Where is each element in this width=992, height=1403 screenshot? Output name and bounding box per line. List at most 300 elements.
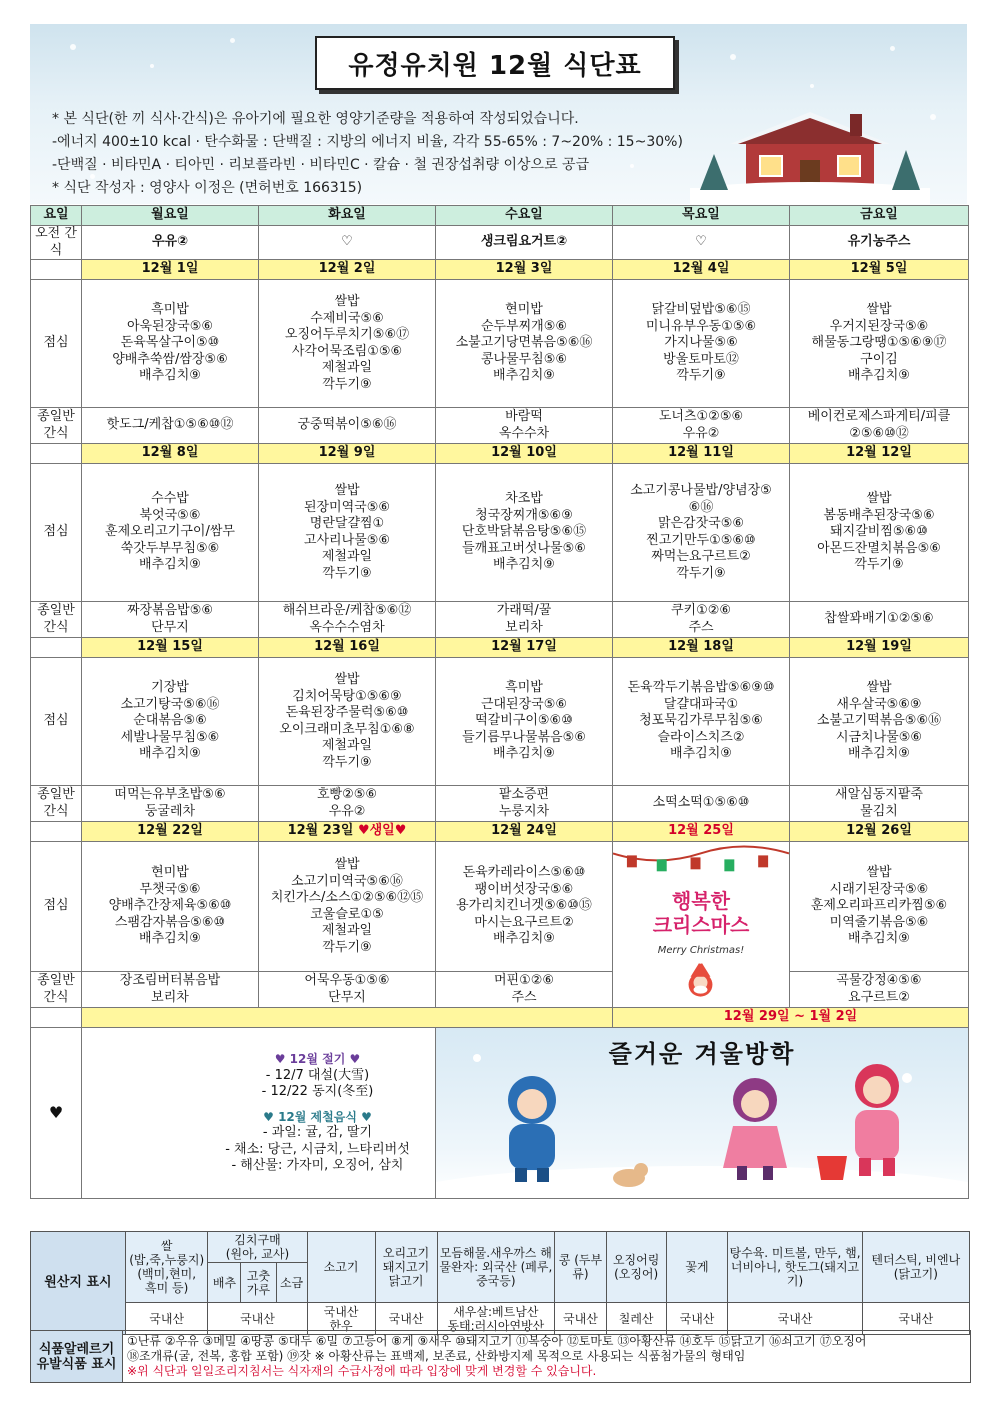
lunch-cell — [613, 658, 790, 786]
lunch-line: 흑미밥 — [151, 302, 189, 318]
date-text: 12월 16일 — [314, 639, 380, 655]
lunch-line: 명란달걀찜① — [309, 516, 385, 531]
date-cell — [436, 822, 613, 842]
lunch-line: 차조밥 — [505, 491, 543, 507]
lunch-line: 짜먹는요구르트② — [651, 549, 751, 564]
date-cell — [259, 822, 436, 842]
date-cell — [259, 444, 436, 464]
allergy-text — [123, 1331, 971, 1383]
origin-kimchi-cabbage: 배추 — [208, 1263, 241, 1303]
lunch-line: 맑은감잣국⑤⑥ — [657, 516, 745, 531]
seasonal-food-item: - 채소: 당근, 시금치, 느타리버섯 — [225, 1141, 410, 1157]
snack-line: 곡물강정④⑤⑥ — [836, 973, 922, 988]
lunch-line: 사각어묵조림①⑤⑥ — [291, 343, 403, 359]
origin-value-squid: 칠레산 — [606, 1303, 666, 1335]
date-cell — [613, 638, 790, 658]
date-text: 12월 8일 — [141, 445, 199, 461]
morning-snack-item: 유기농주스 — [790, 226, 969, 260]
date-text: 12월 11일 — [668, 445, 734, 461]
lunch-line: 배추김치⑨ — [848, 368, 910, 384]
afternoon-snack-label: 종일반 간식 — [31, 602, 82, 638]
lunch-line: 제철과일 — [321, 360, 373, 375]
origin-rice-sub2: (백미,현미, — [137, 1267, 197, 1281]
lunch-line: 고사리나물⑤⑥ — [303, 532, 391, 548]
lunch-line: 수제비국⑤⑥ — [310, 310, 384, 326]
lunch-line: 소고기콩나물밥/양념장⑤ — [630, 483, 772, 498]
date-cell — [613, 444, 790, 464]
day-header: 금요일 — [790, 206, 969, 226]
lunch-line: 배추김치⑨ — [493, 557, 555, 573]
lunch-line: 쌀밥 — [866, 491, 892, 507]
lunch-line: 아몬드잔멸치볶음⑤⑥ — [817, 540, 941, 556]
seasonal-food-item: - 과일: 귤, 감, 딸기 — [262, 1125, 373, 1141]
lunch-line: 깍두기⑨ — [322, 565, 372, 581]
lunch-line: 들기름무나물볶음⑤⑥ — [462, 729, 586, 745]
morning-snack-label: 오전 간식 — [31, 226, 82, 260]
date-row-spacer — [31, 260, 82, 280]
snack-line: 쿠키①②⑥ — [670, 603, 732, 618]
date-cell — [82, 444, 259, 464]
christmas-cell — [613, 842, 790, 1008]
lunch-cell — [436, 464, 613, 602]
lunch-cell — [436, 658, 613, 786]
day-header: 수요일 — [436, 206, 613, 226]
origin-value-seafood-2: 동태:러시아연방산 — [447, 1318, 545, 1333]
snack-line: 새알심동지팥죽 — [835, 787, 923, 802]
date-cell — [613, 260, 790, 280]
snack-line: 소떡소떡①⑤⑥⑩ — [652, 795, 750, 811]
lunch-line: 깍두기⑨ — [854, 557, 904, 573]
date-text: 12월 15일 — [137, 639, 203, 655]
lunch-line: 배추김치⑨ — [139, 746, 201, 762]
date-text: 12월 1일 — [141, 261, 199, 277]
afternoon-snack-cell — [259, 408, 436, 444]
lunch-line: 스팸감자볶음⑤⑥⑩ — [114, 914, 226, 930]
snack-line: 우유② — [682, 425, 720, 441]
date-cell — [82, 260, 259, 280]
origin-kimchi-salt: 소금 — [276, 1263, 307, 1303]
lunch-cell — [259, 464, 436, 602]
seasonal-food-title: ♥ 12월 제철음식 ♥ — [263, 1109, 372, 1124]
date-cell — [82, 822, 259, 842]
snack-line: 베이컨로제스파게티/피클 — [807, 409, 951, 424]
lunch-cell — [790, 280, 969, 408]
lunch-cell — [613, 464, 790, 602]
lunch-line: 청국장찌개⑤⑥⑨ — [475, 507, 573, 523]
lunch-line: 흑미밥 — [505, 680, 543, 696]
snack-line: 옥수수차 — [498, 425, 550, 441]
origin-header-squid: 오징어링 (오징어) — [606, 1232, 666, 1303]
lunch-line: 수수밥 — [151, 491, 189, 507]
afternoon-snack-cell — [259, 786, 436, 822]
snack-line: 짜장볶음밥⑤⑥ — [126, 603, 214, 618]
origin-rice-sub: (밥,죽,누룽지) — [129, 1253, 205, 1267]
origin-value-crab: 국내산 — [666, 1303, 728, 1335]
afternoon-snack-cell — [82, 972, 259, 1008]
afternoon-snack-cell — [613, 602, 790, 638]
snack-line: 호빵②⑤⑥ — [316, 787, 378, 802]
date-text: 12월 22일 — [137, 823, 203, 839]
snack-line: 궁중떡볶이⑤⑥⑯ — [297, 417, 397, 433]
lunch-line: 깍두기⑨ — [676, 565, 726, 581]
date-text: 12월 12일 — [846, 445, 912, 461]
heart-label: ♥ — [31, 1028, 82, 1199]
lunch-line: 가지나물⑤⑥ — [664, 335, 738, 351]
snack-line: 보리차 — [505, 619, 543, 635]
date-cell — [790, 822, 969, 842]
lunch-cell — [82, 842, 259, 972]
morning-snack-item: ♡ — [259, 226, 436, 260]
lunch-line: 떡갈비구이⑤⑥⑩ — [475, 713, 573, 729]
lunch-line: 새우살국⑤⑥⑨ — [836, 696, 922, 712]
lunch-line: 배추김치⑨ — [848, 746, 910, 762]
lunch-line: 순대볶음⑤⑥ — [133, 713, 207, 729]
lunch-line: 구이김 — [860, 351, 898, 367]
date-text: 12월 24일 — [491, 823, 557, 839]
date-cell — [790, 638, 969, 658]
lunch-label: 점심 — [31, 464, 82, 602]
lunch-line: 들깨표고버섯나물⑤⑥ — [462, 540, 586, 556]
allergy-table — [30, 1330, 971, 1383]
date-text: 12월 9일 — [318, 445, 376, 461]
lunch-line: 해물동그랑땡①⑤⑥⑨⑰ — [811, 335, 947, 351]
note-line-2: -에너지 400±10 kcal · 탄수화물 : 단백질 : 지방의 에너지 비율, 각각 55-65% : 7~20% : 15~30%) — [52, 134, 683, 150]
date-text: 12월 5일 — [850, 261, 908, 277]
lunch-line: 봄동배추된장국⑤⑥ — [823, 507, 935, 523]
snack-line: 누룽지차 — [498, 803, 550, 819]
afternoon-snack-cell — [82, 786, 259, 822]
lunch-label: 점심 — [31, 842, 82, 972]
lunch-line: 돼지갈비찜⑤⑥⑩ — [830, 524, 928, 540]
snack-line: 머핀①②⑥ — [493, 973, 555, 988]
lunch-line: 세발나물무침⑤⑥ — [120, 729, 220, 745]
date-text: 12월 10일 — [491, 445, 557, 461]
lunch-line: 단호박닭볶음탕⑤⑥⑮ — [461, 524, 587, 540]
origin-kimchi-pepper — [241, 1263, 276, 1303]
origin-header-pork: 오리고기 돼지고기 닭고기 — [375, 1232, 437, 1303]
afternoon-snack-cell — [790, 972, 969, 1008]
snack-line: 옥수수수염차 — [309, 619, 385, 635]
lunch-line: 돈육목살구이⑤⑩ — [120, 335, 220, 351]
origin-kimchi-header — [208, 1232, 307, 1263]
note-line-1: * 본 식단(한 끼 식사·간식)은 유아기에 필요한 영양기준량을 적용하여 작성되었습니다. — [52, 111, 579, 127]
snack-line: 핫도그/케찹①⑤⑥⑩⑫ — [106, 417, 234, 433]
afternoon-snack-cell — [790, 786, 969, 822]
snowy-house-icon — [690, 104, 930, 204]
lunch-line: 소고기탕국⑤⑥⑯ — [120, 696, 220, 712]
snack-line: 떠먹는유부초밥⑤⑥ — [114, 787, 226, 802]
morning-snack-item: ♡ — [613, 226, 790, 260]
lunch-line: 깍두기⑨ — [676, 368, 726, 384]
afternoon-snack-cell — [436, 602, 613, 638]
menu-table — [30, 205, 969, 1199]
allergy-warning: ※위 식단과 일일조리지침서는 식자재의 수급사정에 따라 입장에 맞게 변경할 수 있습니다. — [127, 1364, 597, 1378]
date-text: 12월 19일 — [846, 639, 912, 655]
snack-line: 보리차 — [151, 989, 189, 1005]
lunch-cell — [790, 658, 969, 786]
lunch-line: 소불고기떡볶음⑤⑥⑯ — [816, 713, 942, 729]
christmas-illustration — [613, 845, 789, 1005]
date-cell — [259, 638, 436, 658]
lunch-line: 양배추쑥쌈/쌈장⑤⑥ — [112, 351, 228, 367]
snack-line: 단무지 — [328, 989, 366, 1005]
lunch-line: 쌀밥 — [334, 857, 360, 872]
lunch-line: 쌀밥 — [866, 302, 892, 318]
season-info — [82, 1028, 436, 1199]
lunch-line: 제철과일 — [321, 549, 373, 564]
lunch-line: 쌀밥 — [866, 865, 892, 881]
snack-line: 도너츠①②⑤⑥ — [658, 409, 744, 424]
lunch-line: 깍두기⑨ — [322, 939, 372, 955]
date-text: 12월 17일 — [491, 639, 557, 655]
origin-kimchi-pepper-a: 고춧 — [246, 1268, 271, 1283]
lunch-line: 코울슬로①⑤ — [310, 906, 384, 922]
origin-header-seafood: 모듬해물.새우까스 해물완자: 외국산 (페루, 중국등) — [437, 1232, 555, 1303]
origin-value-bean: 국내산 — [555, 1303, 607, 1335]
lunch-line: 배추김치⑨ — [139, 557, 201, 573]
snack-line: 찹쌀꽈배기①②⑤⑥ — [824, 611, 934, 627]
snack-line: 어묵우동①⑤⑥ — [304, 973, 390, 988]
afternoon-snack-cell — [790, 602, 969, 638]
origin-header-processed: 탕수육. 미트볼, 만두, 햄, 너비아니, 핫도그(돼지고기) — [728, 1232, 862, 1303]
origin-header-beef: 소고기 — [307, 1232, 375, 1303]
christmas-line-2: 크리스마스 — [652, 912, 750, 937]
winter-illustration — [436, 1028, 968, 1198]
lunch-line: 배추김치⑨ — [493, 931, 555, 947]
header-banner — [30, 24, 967, 204]
lunch-cell — [259, 280, 436, 408]
afternoon-snack-label: 종일반 간식 — [31, 972, 82, 1008]
lunch-cell — [790, 464, 969, 602]
lunch-line: 시래기된장국⑤⑥ — [829, 881, 929, 897]
lunch-line: 아욱된장국⑤⑥ — [126, 318, 214, 334]
morning-snack-item: 우유② — [82, 226, 259, 260]
snack-line: 둥굴레차 — [144, 803, 196, 819]
lunch-line: 배추김치⑨ — [493, 746, 555, 762]
lunch-cell — [613, 280, 790, 408]
afternoon-snack-cell — [436, 408, 613, 444]
lunch-line: 방울토마토⑫ — [663, 351, 739, 367]
origin-value-kimchi: 국내산 — [208, 1303, 307, 1335]
lunch-line: 청포묵김가루무침⑤⑥ — [639, 713, 763, 729]
date-row-spacer — [31, 638, 82, 658]
lunch-line: 미니유부우동①⑤⑥ — [645, 318, 757, 334]
lunch-line: 우거지된장국⑤⑥ — [829, 318, 929, 334]
snack-line: 요구르트② — [848, 989, 910, 1005]
lunch-line: ⑥⑯ — [688, 499, 714, 515]
origin-value-seafood-1: 새우살:베트남산 — [453, 1304, 539, 1319]
seasonal-food-item: - 해산물: 가자미, 오징어, 삼치 — [231, 1158, 404, 1174]
date-cell — [436, 638, 613, 658]
origin-value-processed: 국내산 — [728, 1303, 862, 1335]
allergy-line-2: ⑱조개류(굴, 전복, 홍합 포함) ⑲잣 ※ 아황산류는 표백제, 보존료, 산화방지제 목적으로 사용되는 식품첨가물의 형태임 — [127, 1349, 746, 1363]
lunch-line: 김치어묵탕①⑤⑥⑨ — [292, 688, 402, 704]
day-header: 목요일 — [613, 206, 790, 226]
lunch-line: 깍두기⑨ — [322, 376, 372, 392]
snack-line: 바람떡 — [505, 409, 543, 424]
lunch-cell — [436, 842, 613, 972]
lunch-cell — [436, 280, 613, 408]
lunch-line: 현미밥 — [505, 302, 543, 318]
lunch-line: 쑥갓두부무침⑤⑥ — [120, 540, 220, 556]
date-cell — [790, 260, 969, 280]
lunch-line: 치킨가스/소스①②⑤⑥⑫⑮ — [270, 890, 424, 905]
season-spacer — [162, 1101, 433, 1109]
lunch-cell — [82, 280, 259, 408]
afternoon-snack-cell — [259, 972, 436, 1008]
afternoon-snack-cell — [436, 972, 613, 1008]
lunch-line: 시금치나물⑤⑥ — [835, 729, 923, 745]
lunch-line: 슬라이스치즈② — [657, 729, 745, 745]
date-text: 12월 25일 — [668, 823, 734, 839]
lunch-line: 마시는요구르트② — [474, 914, 574, 930]
afternoon-snack-cell — [82, 408, 259, 444]
lunch-line: 돈육된장주물럭⑤⑥⑩ — [285, 705, 409, 720]
lunch-cell — [259, 842, 436, 972]
date-row-spacer — [31, 822, 82, 842]
vacation-row-blank — [82, 1008, 613, 1028]
note-line-3: -단백질 · 비타민A · 티아민 · 리보플라빈 · 비타민C · 칼슘 · 철 권장섭취량 이상으로 공급 — [52, 157, 590, 173]
lunch-line: 제철과일 — [321, 738, 373, 753]
date-text: 12월 18일 — [668, 639, 734, 655]
lunch-line: 쌀밥 — [334, 672, 360, 687]
lunch-line: 돈육카레라이스⑤⑥⑩ — [462, 865, 586, 881]
christmas-line-1: 행복한 — [672, 888, 730, 913]
lunch-line: 미역줄기볶음⑤⑥ — [829, 914, 929, 930]
lunch-line: 콩나물무침⑤⑥ — [480, 351, 568, 367]
lunch-line: 닭갈비덮밥⑤⑥⑮ — [651, 302, 751, 318]
origin-rice-title: 쌀 — [160, 1239, 173, 1253]
snack-line: ②⑤⑥⑩⑫ — [849, 425, 909, 441]
origin-kimchi-title: 김치구매 — [234, 1233, 281, 1247]
date-text: 12월 2일 — [318, 261, 376, 277]
lunch-line: 돈육깍두기볶음밥⑤⑥⑨⑩ — [627, 680, 775, 696]
lunch-line: 오징어두루치기⑤⑥⑰ — [284, 327, 410, 342]
lunch-cell — [259, 658, 436, 786]
origin-value-beef-1: 국내산 — [323, 1304, 359, 1319]
birthday-badge: ♥생일♥ — [357, 823, 407, 839]
origin-rice-header — [125, 1232, 208, 1303]
allergy-line-1: ①난류 ②우유 ③메밀 ④땅콩 ⑤대두 ⑥밀 ⑦고등어 ⑧게 ⑨새우 ⑩돼지고기 ⑪복숭아 ⑫토마토 ⑬아황산류 ⑭호두 ⑮닭고기 ⑯쇠고기 ⑰오징어 — [127, 1334, 867, 1348]
lunch-line: 현미밥 — [151, 865, 189, 881]
morning-snack-item: 생크림요거트② — [436, 226, 613, 260]
lunch-label: 점심 — [31, 658, 82, 786]
lunch-line: 쌀밥 — [866, 680, 892, 696]
season-item: - 12/22 동지(冬至) — [261, 1084, 374, 1100]
lunch-line: 배추김치⑨ — [139, 368, 201, 384]
origin-value-chicken: 국내산 — [862, 1303, 969, 1335]
day-header: 월요일 — [82, 206, 259, 226]
date-cell — [790, 444, 969, 464]
lunch-line: 북엇국⑤⑥ — [139, 507, 201, 523]
note-line-4: * 식단 작성자 : 영양사 이정은 (면허번호 166315) — [52, 180, 363, 196]
date-cell — [82, 638, 259, 658]
winter-vacation-banner — [436, 1028, 969, 1199]
origin-value-pork: 국내산 — [375, 1303, 437, 1335]
vacation-dates: 12월 29일 ~ 1월 2일 — [613, 1008, 969, 1028]
lunch-line: 찐고기만두①⑤⑥⑩ — [646, 532, 756, 548]
lunch-line: 소고기미역국⑤⑥⑯ — [291, 873, 403, 889]
lunch-line: 쌀밥 — [334, 483, 360, 498]
page-title: 유정유치원 12월 식단표 — [315, 36, 675, 90]
lunch-line: 배추김치⑨ — [493, 368, 555, 384]
origin-kimchi-pepper-b: 가루 — [246, 1282, 271, 1297]
lunch-line: 된장미역국⑤⑥ — [303, 499, 391, 515]
lunch-cell — [790, 842, 969, 972]
afternoon-snack-cell — [613, 408, 790, 444]
season-title: ♥ 12월 절기 ♥ — [274, 1052, 361, 1067]
origin-header-chicken: 텐더스틱, 비엔나 (닭고기) — [862, 1232, 969, 1303]
lunch-line: 용가리치킨너겟⑤⑥⑩⑮ — [456, 898, 592, 914]
lunch-line: 훈제오리고기구이/쌈무 — [105, 524, 235, 540]
date-text: 12월 4일 — [672, 261, 730, 277]
origin-table — [30, 1231, 970, 1335]
date-row-spacer — [31, 444, 82, 464]
origin-value-rice: 국내산 — [125, 1303, 208, 1335]
date-cell — [436, 260, 613, 280]
lunch-line: 무챗국⑤⑥ — [139, 881, 201, 897]
origin-rice-sub3: 흑미 등) — [145, 1281, 189, 1295]
christmas-merry: Merry Christmas! — [657, 944, 745, 956]
origin-header-bean: 콩 (두부류) — [555, 1232, 607, 1303]
lunch-line: 훈제오리파프리카찜⑤⑥ — [810, 898, 948, 914]
snack-line: 단무지 — [151, 619, 189, 635]
lunch-line: 배추김치⑨ — [848, 931, 910, 947]
allergy-label: 식품알레르기 유발식품 표시 — [31, 1331, 123, 1383]
lunch-line: 오이크래미초무침①⑥⑧ — [279, 721, 415, 737]
lunch-line: 제철과일 — [321, 923, 373, 938]
lunch-line: 팽이버섯장국⑤⑥ — [474, 881, 574, 897]
snack-line: 가래떡/꿀 — [496, 603, 552, 618]
date-cell — [436, 444, 613, 464]
day-header-label: 요일 — [31, 206, 82, 226]
lunch-line: 양배추간장제육⑤⑥⑩ — [108, 898, 232, 914]
snack-line: 주스 — [511, 989, 537, 1005]
lunch-line: 근대된장국⑤⑥ — [480, 696, 568, 712]
lunch-line: 깍두기⑨ — [322, 754, 372, 770]
vacation-row-spacer — [31, 1008, 82, 1028]
winter-vacation-title: 즐거운 겨울방학 — [608, 1040, 796, 1068]
lunch-line: 배추김치⑨ — [670, 746, 732, 762]
origin-value-beef-2: 한우 — [329, 1318, 353, 1333]
snack-line: 물김치 — [860, 803, 898, 819]
date-text: 12월 23일 — [287, 823, 354, 839]
origin-header-crab: 꽃게 — [666, 1232, 728, 1303]
afternoon-snack-label: 종일반 간식 — [31, 408, 82, 444]
lunch-line: 소불고기당면볶음⑤⑥⑯ — [455, 335, 593, 351]
afternoon-snack-label: 종일반 간식 — [31, 786, 82, 822]
origin-label: 원산지 표시 — [31, 1232, 126, 1335]
snack-line: 장조림버터볶음밥 — [119, 973, 221, 988]
snack-line: 우유② — [328, 803, 366, 819]
snack-line: 해쉬브라운/케찹⑤⑥⑫ — [282, 603, 412, 618]
date-text: 12월 26일 — [846, 823, 912, 839]
origin-kimchi-sub: (원아, 교사) — [225, 1247, 290, 1261]
lunch-line: 달걀대파국① — [663, 696, 739, 712]
lunch-cell — [82, 464, 259, 602]
afternoon-snack-cell — [82, 602, 259, 638]
day-header: 화요일 — [259, 206, 436, 226]
season-item: - 12/7 대설(大雪) — [265, 1067, 370, 1083]
lunch-line: 배추김치⑨ — [139, 931, 201, 947]
lunch-label: 점심 — [31, 280, 82, 408]
date-text: 12월 3일 — [495, 261, 553, 277]
afternoon-snack-cell — [436, 786, 613, 822]
lunch-cell — [82, 658, 259, 786]
lunch-line: 기장밥 — [151, 680, 189, 696]
afternoon-snack-cell — [613, 786, 790, 822]
lunch-line: 쌀밥 — [334, 294, 360, 309]
